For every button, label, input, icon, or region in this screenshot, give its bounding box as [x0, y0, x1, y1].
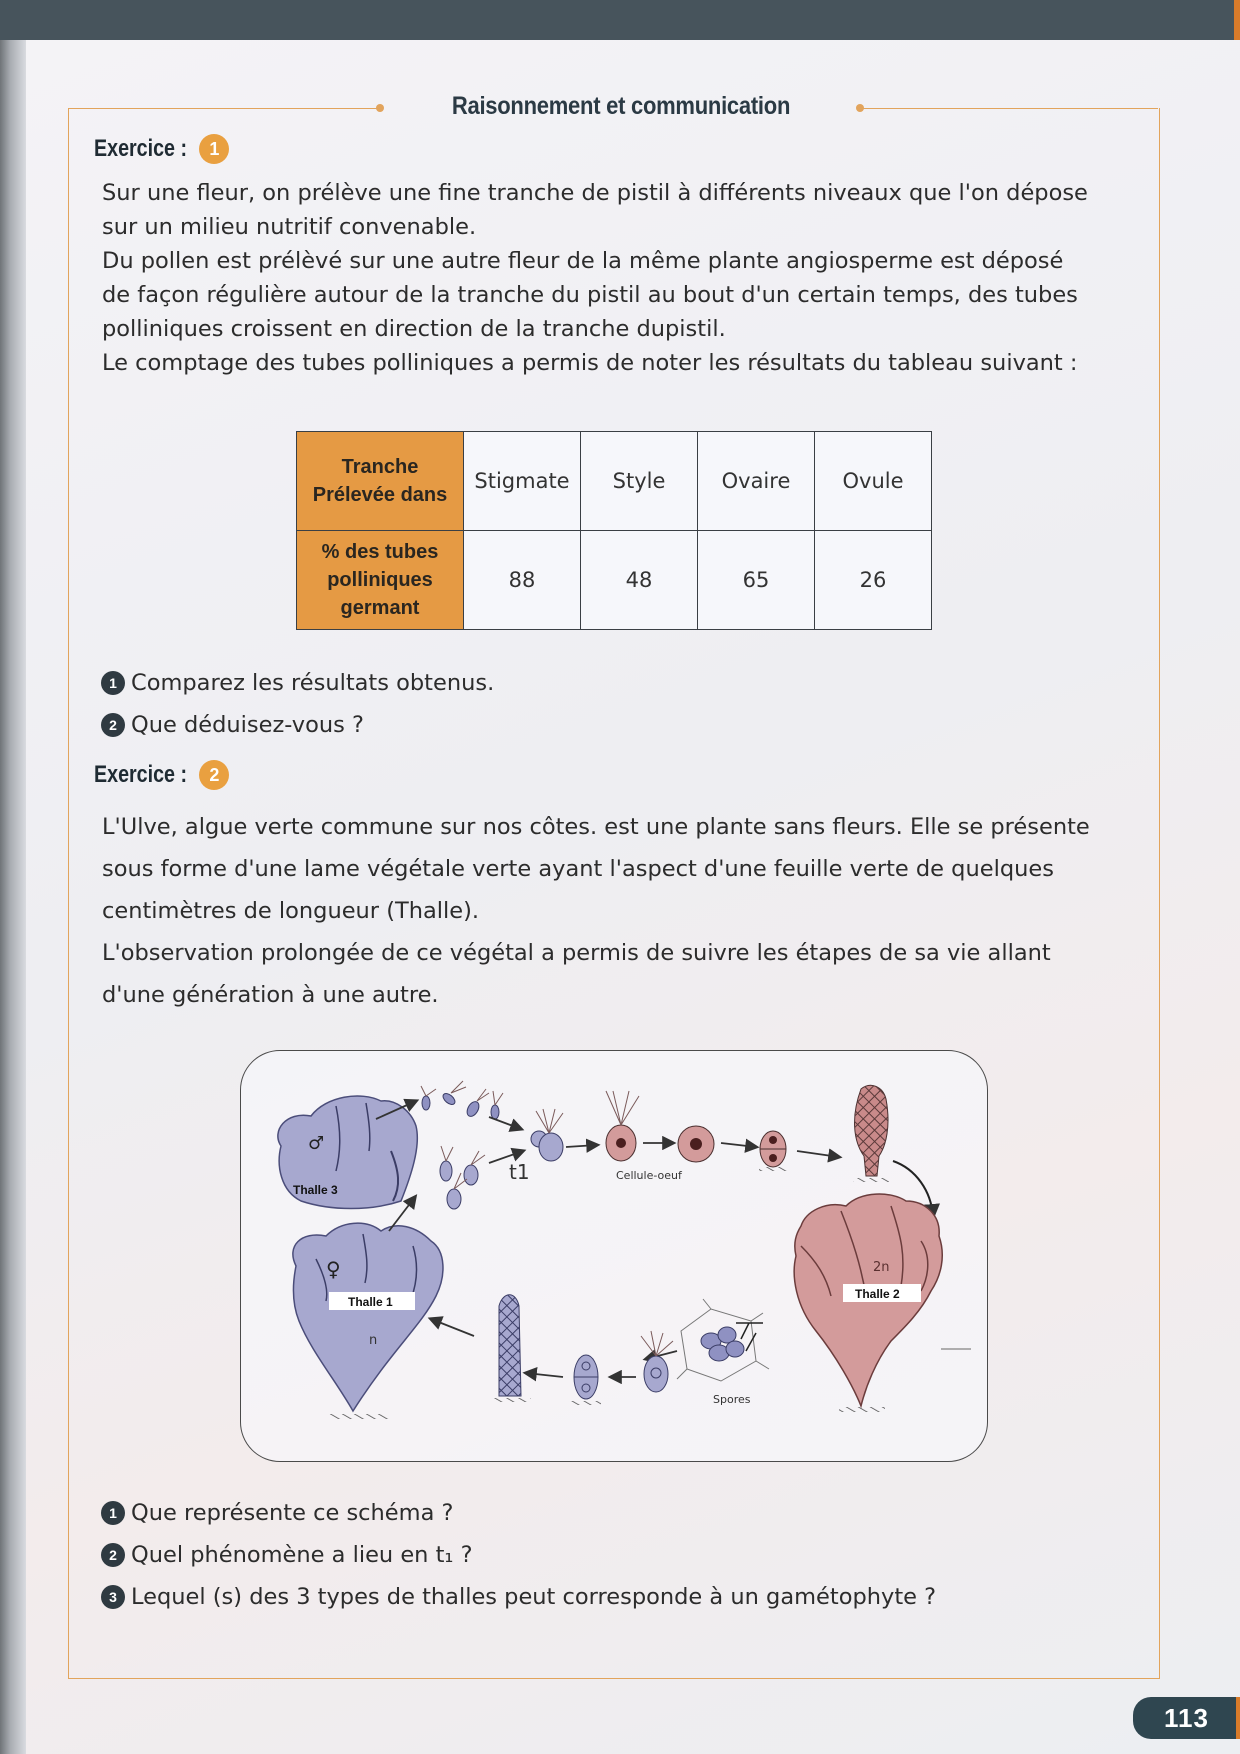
- page-top-band: [0, 0, 1240, 40]
- question-number-badge: 1: [101, 1501, 125, 1525]
- cellule-oeuf-label: Cellule-oeuf: [616, 1169, 682, 1182]
- row-header-tranche: [297, 432, 464, 531]
- statement-line: centimètres de longueur (Thalle).: [102, 898, 480, 924]
- value-ovule: 26: [815, 531, 932, 630]
- exercise-1-statement: [102, 176, 1142, 380]
- question-number-badge: 1: [101, 671, 125, 695]
- value-style: 48: [581, 531, 698, 630]
- statement-line: Le comptage des tubes polliniques a permis de noter les résultats du tableau suivant :: [102, 350, 1078, 376]
- exercise-2-question-2: [101, 1542, 473, 1568]
- title-dot-left-icon: [376, 104, 384, 112]
- value-stigmate: 88: [464, 531, 581, 630]
- page-number-tab: 113: [1133, 1697, 1240, 1739]
- statement-line: sous forme d'une lame végétale verte ayant l'aspect d'une feuille verte de quelques: [102, 856, 1054, 882]
- book-spine-shadow: [0, 40, 26, 1754]
- exercise-number-badge: 1: [199, 134, 229, 164]
- exercise-2-question-1: [101, 1500, 453, 1526]
- exercise-1-heading: [94, 134, 229, 164]
- table-row: [297, 432, 932, 531]
- exercise-2-statement: [102, 806, 1142, 1016]
- title-dot-right-icon: [856, 104, 864, 112]
- row-header-percent: [297, 531, 464, 630]
- question-text: Quel phénomène a lieu en t₁ ?: [131, 1542, 473, 1568]
- haploid-two-cell-stage: [569, 1355, 601, 1405]
- statement-line: polliniques croissent en direction de la tranche dupistil.: [102, 316, 726, 342]
- column-style: Style: [581, 432, 698, 531]
- exercise-label: Exercice :: [94, 761, 188, 788]
- statement-line: Du pollen est prélèvé sur une autre fleur de la même plante angiosperme est déposé: [102, 248, 1064, 274]
- question-number-badge: 2: [101, 713, 125, 737]
- statement-line: de façon régulière autour de la tranche du pistil au bout d'un certain temps, des tubes: [102, 282, 1078, 308]
- column-ovule: Ovule: [815, 432, 932, 531]
- exercise-number-badge: 2: [199, 760, 229, 790]
- young-haploid-filament: [491, 1295, 531, 1402]
- question-text: Comparez les résultats obtenus.: [131, 670, 495, 696]
- exercise-1-question-2: [101, 712, 364, 738]
- ploidy-n-label: n: [369, 1333, 378, 1348]
- gamete-fusion: [531, 1109, 563, 1161]
- young-diploid-filament: [853, 1085, 889, 1182]
- statement-line: L'Ulve, algue verte commune sur nos côtes. est une plante sans fleurs. Elle se présente: [102, 814, 1090, 840]
- question-text: Lequel (s) des 3 types de thalles peut corresponde à un gamétophyte ?: [131, 1584, 937, 1610]
- female-symbol-icon: ♀: [326, 1257, 341, 1281]
- zoospore: [641, 1331, 673, 1392]
- life-cycle-illustration: [241, 1051, 987, 1461]
- thalle-3-label: Thalle 3: [293, 1183, 338, 1197]
- t1-label: t1: [509, 1160, 530, 1184]
- frame-top-left-rule: [68, 108, 380, 109]
- statement-line: L'observation prolongée de ce végétal a permis de suivre les étapes de sa vie allant: [102, 940, 1051, 966]
- statement-line: sur un milieu nutritif convenable.: [102, 214, 477, 240]
- question-text: Que déduisez-vous ?: [131, 712, 364, 738]
- spores-label: Spores: [713, 1393, 751, 1406]
- zygote-cell: [678, 1126, 714, 1162]
- column-ovaire: Ovaire: [698, 432, 815, 531]
- thalle-2-label: Thalle 2: [855, 1287, 900, 1301]
- zygote-flagellate: [606, 1091, 639, 1161]
- exercise-1-question-1: [101, 670, 494, 696]
- thalle-1-shape: [293, 1223, 443, 1411]
- header-line: Prélevée dans: [312, 484, 448, 506]
- exercise-2-question-3: [101, 1584, 936, 1610]
- male-gametes: [422, 1091, 499, 1119]
- question-text: Que représente ce schéma ?: [131, 1500, 454, 1526]
- exercise-2-heading: [94, 760, 229, 790]
- header-line: germant: [340, 597, 420, 619]
- frame-top-right-rule: [862, 108, 1158, 109]
- ulva-life-cycle-diagram: [240, 1050, 988, 1462]
- substrate-hatch: [329, 1414, 389, 1419]
- header-line: polliniques: [327, 569, 433, 591]
- sporangium: [677, 1299, 769, 1381]
- header-line: % des tubes: [321, 541, 439, 563]
- ploidy-2n-label: 2n: [873, 1260, 890, 1275]
- column-stigmate: Stigmate: [464, 432, 581, 531]
- value-ovaire: 65: [698, 531, 815, 630]
- two-cell-stage: [759, 1131, 789, 1171]
- statement-line: d'une génération à une autre.: [102, 982, 439, 1008]
- statement-line: Sur une fleur, on prélève une fine tranche de pistil à différents niveaux que l'on dépose: [102, 180, 1088, 206]
- header-line: Tranche: [341, 456, 419, 478]
- page-top-band-edge: [1234, 0, 1240, 40]
- thalle-1-label: Thalle 1: [348, 1295, 393, 1309]
- question-number-badge: 3: [101, 1585, 125, 1609]
- table-row: [297, 531, 932, 630]
- section-title: Raisonnement et communication: [451, 92, 791, 120]
- pollen-tube-results-table: [296, 431, 932, 630]
- male-symbol-icon: ♂: [308, 1133, 325, 1154]
- question-number-badge: 2: [101, 1543, 125, 1567]
- page-number-edge: [1236, 1697, 1240, 1739]
- exercise-label: Exercice :: [94, 135, 188, 162]
